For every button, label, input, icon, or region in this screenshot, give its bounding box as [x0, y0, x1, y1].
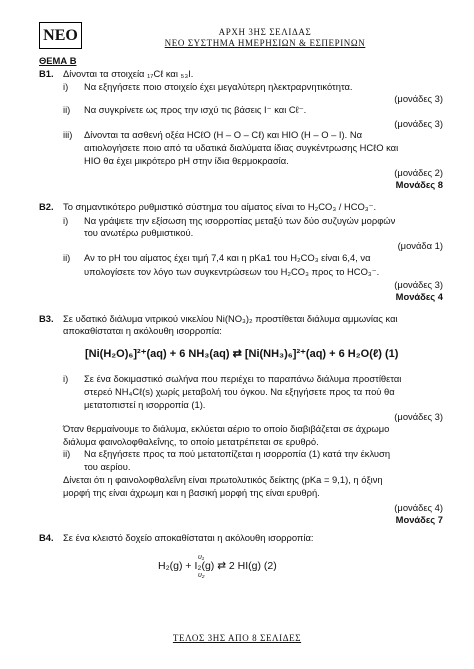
b1-iii-line2: αιτιολογήσετε ποιο από τα υδατικά διαλύματα ίδιας συγκέντρωσης HCℓO και: [84, 142, 399, 153]
b3-i-number: i): [63, 373, 69, 384]
b4-label: Β4.: [39, 532, 54, 543]
theme-title: ΘΕΜΑ Β: [39, 55, 77, 66]
rate-u2: υ₂: [198, 572, 205, 579]
b3-intro-line1: Σε υδατικό διάλυμα νιτρικού νικελίου Ni(NO₃)₂ προστίθεται διάλυμα αμμωνίας και: [63, 313, 398, 324]
b1-label: Β1.: [39, 68, 54, 79]
b1-ii-number: ii): [63, 104, 71, 115]
b3-label: Β3.: [39, 313, 54, 324]
page-footer: ΤΕΛΟΣ 3ΗΣ ΑΠΟ 8 ΣΕΛΙΔΕΣ: [172, 633, 302, 643]
b1-total: Μονάδες 8: [395, 179, 443, 190]
b3-i-line3: μετατοπιστεί η ισορροπία (1).: [84, 399, 206, 410]
b2-intro: Το σημαντικότερο ρυθμιστικό σύστημα του αίματος είναι το H₂CO₃ / HCO₃⁻.: [63, 201, 377, 212]
b1-i-text: Να εξηγήσετε ποιο στοιχείο έχει μεγαλύτερη ηλεκτραρνητικότητα.: [84, 81, 353, 92]
b1-i-points: (μονάδες 3): [394, 93, 443, 104]
b1-i-number: i): [63, 81, 69, 92]
system-header: ΝΕΟ ΣΥΣΤΗΜΑ ΗΜΕΡΗΣΙΩΝ & ΕΣΠΕΡΙΝΩΝ: [164, 38, 366, 48]
b3-ii-line1: Να εξηγήσετε προς τα πού μετατοπίζεται η ισορροπία (1) κατά την έκλυση: [84, 448, 391, 459]
b3-i-line1: Σε ένα δοκιμαστικό σωλήνα που περιέχει το παραπάνω διάλυμα προστίθεται: [84, 373, 402, 384]
b3-mid-line2: διάλυμα φαινολοφθαλεΐνης, το οποίο μετατρέπεται σε ερυθρό.: [63, 436, 319, 447]
b1-iii-line3: HIO θα έχει μικρότερο pH στην ίδια θερμοκρασία.: [84, 155, 289, 166]
rate-u1: υ₁: [198, 554, 205, 561]
b2-ii-number: ii): [63, 252, 71, 263]
b2-i-points: (μονάδα 1): [397, 240, 443, 251]
b1-iii-points: (μονάδες 2): [394, 167, 443, 178]
b3-intro-line2: αποκαθίσταται η ακόλουθη ισορροπία:: [63, 325, 222, 336]
equilibrium-2: H₂(g) + I₂(g) ⇄ 2 HI(g) (2): [158, 560, 277, 572]
b1-ii-points: (μονάδες 3): [394, 118, 443, 129]
b2-i-line2: του ανωτέρω ρυθμιστικού.: [84, 227, 194, 238]
b3-ii-line2: του αερίου.: [84, 461, 131, 472]
b3-total: Μονάδες 7: [395, 514, 443, 525]
b2-i-line1: Να γράψετε την εξίσωση της ισορροπίας μεταξύ των δύο συζυγών μορφών: [84, 215, 396, 226]
b3-end-line1: Δίνεται ότι η φαινολοφθαλεΐνη είναι πρωτολυτικός δείκτης (pKa = 9,1), η όξινη: [63, 474, 383, 485]
b1-intro: Δίνονται τα στοιχεία ₁₇Cℓ και ₅₃Ι.: [63, 68, 194, 79]
page-start-header: ΑΡΧΗ 3ΗΣ ΣΕΛΙΔΑΣ: [218, 27, 312, 37]
b2-total: Μονάδες 4: [395, 291, 443, 302]
b1-iii-number: iii): [63, 129, 73, 140]
b3-mid-line1: Όταν θερμαίνουμε το διάλυμα, εκλύεται αέριο το οποίο διαβιβάζεται σε άχρωμο: [63, 423, 390, 434]
b3-end-line2: μορφή της είναι άχρωμη και η βασική μορφή της είναι ερυθρή.: [63, 487, 320, 498]
b3-ii-number: ii): [63, 448, 71, 459]
neo-badge: ΝΕΟ: [39, 22, 82, 49]
b2-ii-points: (μονάδες 3): [394, 279, 443, 290]
equilibrium-1: [Ni(H₂O)₆]²⁺(aq) + 6 NH₃(aq) ⇄ [Ni(NH₃)₆]²⁺(aq) + 6 H₂O(ℓ) (1): [85, 348, 399, 360]
b1-ii-text: Να συγκρίνετε ως προς την ισχύ τις βάσεις I⁻ και Cℓ⁻.: [84, 104, 307, 115]
b2-ii-line2: υπολογίσετε τον λόγο των συγκεντρώσεων του H₂CO₃ προς το HCO₃⁻.: [84, 266, 380, 277]
b2-label: Β2.: [39, 201, 54, 212]
b1-iii-line1: Δίνονται τα ασθενή οξέα HCℓO (H – O – Cℓ) και HIO (H – O – I). Να: [84, 129, 363, 140]
b3-i-points: (μονάδες 3): [394, 411, 443, 422]
b2-ii-line1: Αν το pH του αίματος έχει τιμή 7,4 και η pKa1 του H₂CO₃ είναι 6,4, να: [84, 252, 371, 263]
b3-i-line2: στερεό NH₄Cℓ(s) χωρίς μεταβολή του όγκου. Να εξηγήσετε προς τα πού θα: [84, 386, 395, 397]
b4-intro: Σε ένα κλειστό δοχείο αποκαθίσταται η ακόλουθη ισορροπία:: [63, 532, 314, 543]
b3-ii-points: (μονάδες 4): [394, 502, 443, 513]
b2-i-number: i): [63, 215, 69, 226]
